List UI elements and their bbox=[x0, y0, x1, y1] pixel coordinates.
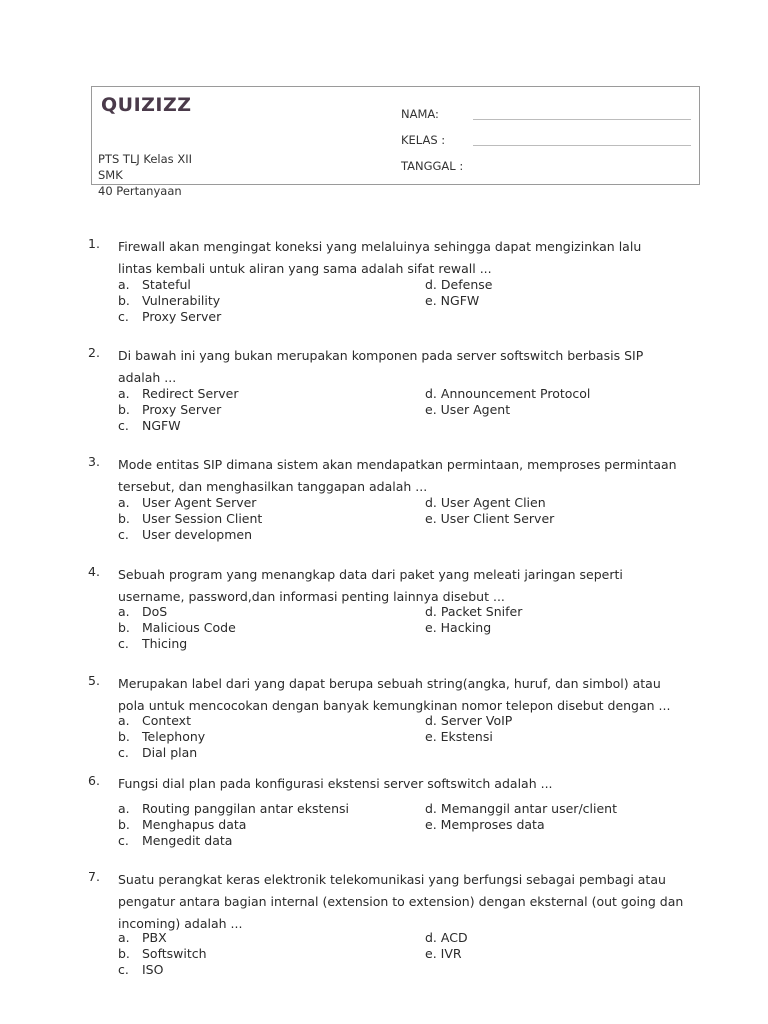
option-e[interactable]: e. NGFW bbox=[425, 293, 480, 308]
kelas-line bbox=[473, 145, 691, 146]
quiz-info bbox=[98, 151, 192, 199]
option-d[interactable]: d. Defense bbox=[425, 277, 493, 292]
question-line: Sebuah program yang menangkap data dari paket yang meleati jaringan seperti bbox=[118, 567, 623, 582]
kelas-label: KELAS : bbox=[401, 133, 446, 147]
question-number: 2. bbox=[88, 345, 100, 360]
option-e[interactable]: e. User Client Server bbox=[425, 511, 555, 526]
option-a[interactable]: a. User Agent Server bbox=[118, 495, 257, 510]
option-d[interactable]: d. Packet Snifer bbox=[425, 604, 523, 619]
question-line: pola untuk mencocokan dengan banyak kemungkinan nomor telepon disebut dengan ... bbox=[118, 698, 671, 713]
option-c[interactable]: c. Proxy Server bbox=[118, 309, 222, 324]
nama-line bbox=[473, 119, 691, 120]
option-c[interactable]: c. Thicing bbox=[118, 636, 188, 651]
option-e[interactable]: e. Hacking bbox=[425, 620, 492, 635]
option-c[interactable]: c. NGFW bbox=[118, 418, 181, 433]
question-line: adalah ... bbox=[118, 370, 177, 385]
option-a[interactable]: a. DoS bbox=[118, 604, 168, 619]
option-a[interactable]: a. Stateful bbox=[118, 277, 191, 292]
option-c[interactable]: c. Dial plan bbox=[118, 745, 198, 760]
question-number: 3. bbox=[88, 454, 100, 469]
question-line: pengatur antara bagian internal (extension to extension) dengan eksternal (out going dan bbox=[118, 894, 684, 909]
option-a[interactable]: a. Redirect Server bbox=[118, 386, 239, 401]
option-a[interactable]: a. PBX bbox=[118, 930, 167, 945]
question-number: 6. bbox=[88, 773, 100, 788]
option-c[interactable]: c. Mengedit data bbox=[118, 833, 233, 848]
tanggal-label: TANGGAL : bbox=[401, 159, 464, 173]
question-number: 4. bbox=[88, 564, 100, 579]
option-e[interactable]: e. IVR bbox=[425, 946, 462, 961]
question-line: tersebut, dan menghasilkan tanggapan adalah ... bbox=[118, 479, 428, 494]
option-a[interactable]: a. Context bbox=[118, 713, 191, 728]
quizizz-logo: QUIZIZZ bbox=[101, 94, 192, 116]
question-text bbox=[118, 564, 700, 608]
question-line: Merupakan label dari yang dapat berupa sebuah string(angka, huruf, dan simbol) atau bbox=[118, 676, 661, 691]
question-text bbox=[118, 236, 700, 280]
kelas-field[interactable] bbox=[401, 133, 691, 149]
option-a[interactable]: a. Routing panggilan antar ekstensi bbox=[118, 801, 349, 816]
option-b[interactable]: b. User Session Client bbox=[118, 511, 263, 526]
question-line: Mode entitas SIP dimana sistem akan mendapatkan permintaan, memproses permintaan bbox=[118, 457, 677, 472]
question-line: Suatu perangkat keras elektronik telekomunikasi yang berfungsi sebagai pembagi atau bbox=[118, 872, 666, 887]
option-d[interactable]: d. Announcement Protocol bbox=[425, 386, 591, 401]
option-b[interactable]: b. Telephony bbox=[118, 729, 206, 744]
option-b[interactable]: b. Menghapus data bbox=[118, 817, 247, 832]
question-number: 1. bbox=[88, 236, 100, 251]
school-label: SMK bbox=[98, 168, 123, 182]
question-text bbox=[118, 773, 700, 795]
question-number: 7. bbox=[88, 869, 100, 884]
option-d[interactable]: d. ACD bbox=[425, 930, 468, 945]
option-b[interactable]: b. Malicious Code bbox=[118, 620, 236, 635]
question-text bbox=[118, 345, 700, 389]
option-b[interactable]: b. Proxy Server bbox=[118, 402, 222, 417]
question-line: username, password,dan informasi penting lainnya disebut ... bbox=[118, 589, 505, 604]
question-line: Di bawah ini yang bukan merupakan komponen pada server softswitch berbasis SIP bbox=[118, 348, 644, 363]
question-line: lintas kembali untuk aliran yang sama adalah sifat rewall ... bbox=[118, 261, 492, 276]
tanggal-field[interactable] bbox=[401, 159, 691, 175]
option-d[interactable]: d. Memanggil antar user/client bbox=[425, 801, 617, 816]
option-c[interactable]: c. User developmen bbox=[118, 527, 253, 542]
nama-field[interactable] bbox=[401, 107, 691, 123]
option-e[interactable]: e. Ekstensi bbox=[425, 729, 493, 744]
option-d[interactable]: d. Server VoIP bbox=[425, 713, 513, 728]
question-line: incoming) adalah ... bbox=[118, 916, 243, 931]
option-d[interactable]: d. User Agent Clien bbox=[425, 495, 546, 510]
option-e[interactable]: e. Memproses data bbox=[425, 817, 545, 832]
question-line: Firewall akan mengingat koneksi yang melaluinya sehingga dapat mengizinkan lalu bbox=[118, 239, 642, 254]
question-line: Fungsi dial plan pada konfigurasi ekstensi server softswitch adalah ... bbox=[118, 776, 553, 791]
question-text bbox=[118, 869, 700, 935]
option-b[interactable]: b. Vulnerability bbox=[118, 293, 221, 308]
question-number: 5. bbox=[88, 673, 100, 688]
option-b[interactable]: b. Softswitch bbox=[118, 946, 207, 961]
question-text bbox=[118, 673, 700, 717]
question-text bbox=[118, 454, 700, 498]
option-c[interactable]: c. ISO bbox=[118, 962, 164, 977]
header-box bbox=[91, 86, 700, 198]
nama-label: NAMA: bbox=[401, 107, 439, 121]
option-e[interactable]: e. User Agent bbox=[425, 402, 511, 417]
quiz-title: PTS TLJ Kelas XII bbox=[98, 152, 192, 166]
question-count: 40 Pertanyaan bbox=[98, 184, 182, 198]
